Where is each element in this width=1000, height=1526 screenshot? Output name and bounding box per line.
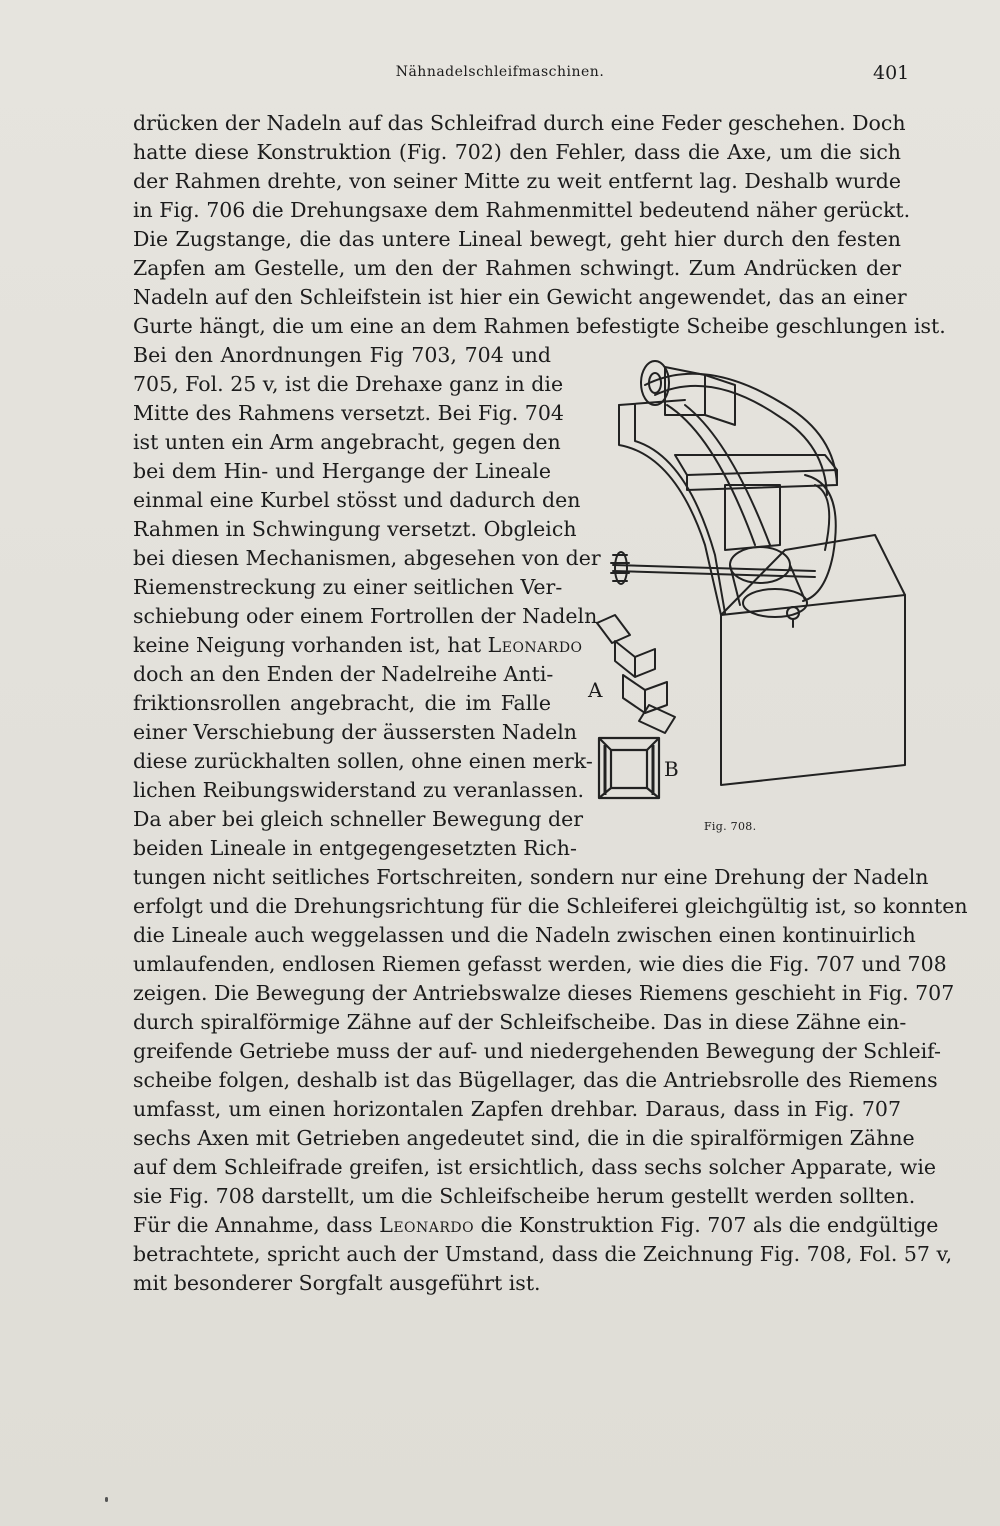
text-line: Gurte hängt, die um eine an dem Rahmen befestigte Scheibe geschlungen ist.	[133, 314, 946, 338]
text-line: betrachtete, spricht auch der Umstand, dass die Zeichnung Fig. 708, Fol. 57 v,	[133, 1242, 953, 1266]
text-line: Riemenstreckung zu einer seitlichen Ver-	[133, 575, 563, 599]
text-line: durch spiralförmige Zähne auf der Schleifscheibe. Das in diese Zähne ein-	[133, 1010, 907, 1034]
text-line: friktionsrollen angebracht, die im Falle	[133, 691, 551, 715]
running-head	[0, 62, 1000, 86]
page-number: 401	[873, 62, 910, 84]
text-line: beiden Lineale in entgegengesetzten Rich-	[133, 836, 577, 860]
text-line: doch an den Enden der Nadelreihe Anti-	[133, 662, 554, 686]
text-line: scheibe folgen, deshalb ist das Bügellager, das die Antriebsrolle des Riemens	[133, 1068, 938, 1092]
text-line: Mitte des Rahmens versetzt. Bei Fig. 704	[133, 401, 564, 425]
text-line: 705, Fol. 25 v, ist die Drehaxe ganz in die	[133, 372, 564, 396]
text-line: in Fig. 706 die Drehungsaxe dem Rahmenmittel bedeutend näher gerückt.	[133, 198, 911, 222]
text-line: Rahmen in Schwingung versetzt. Obgleich	[133, 517, 577, 541]
text-line: einer Verschiebung der äussersten Nadeln	[133, 720, 578, 744]
figure-caption: Fig. 708.	[704, 820, 757, 833]
text-line: Zapfen am Gestelle, um den der Rahmen schwingt. Zum Andrücken der	[133, 256, 901, 280]
text-line: umfasst, um einen horizontalen Zapfen drehbar. Daraus, dass in Fig. 707	[133, 1097, 901, 1121]
text-line: tungen nicht seitliches Fortschreiten, sondern nur eine Drehung der Nadeln	[133, 865, 929, 889]
text-line: Nadeln auf den Schleifstein ist hier ein Gewicht angewendet, das an einer	[133, 285, 907, 309]
text-line: bei diesen Mechanismen, abgesehen von der	[133, 546, 601, 570]
text-line: einmal eine Kurbel stösst und dadurch den	[133, 488, 581, 512]
text-line: erfolgt und die Drehungsrichtung für die Schleiferei gleichgültig ist, so konnten	[133, 894, 968, 918]
text-line: umlaufenden, endlosen Riemen gefasst werden, wie dies die Fig. 707 und 708	[133, 952, 947, 976]
text-line: schiebung oder einem Fortrollen der Nadeln	[133, 604, 598, 628]
figure-label-b: B	[664, 757, 679, 781]
author-name: Leonardo	[487, 633, 583, 657]
text-line: sechs Axen mit Getrieben angedeutet sind, die in die spiralförmigen Zähne	[133, 1126, 915, 1150]
text-line: ist unten ein Arm angebracht, gegen den	[133, 430, 561, 454]
text-line: mit besonderer Sorgfalt ausgeführt ist.	[133, 1271, 541, 1295]
text-line: Da aber bei gleich schneller Bewegung der	[133, 807, 584, 831]
figure-label-a: A	[588, 678, 603, 702]
running-title: Nähnadelschleifmaschinen.	[395, 64, 605, 80]
text-line: keine Neigung vorhanden ist, hat Leonardo	[133, 633, 583, 657]
machine-illustration	[575, 345, 915, 845]
text-line: auf dem Schleifrade greifen, ist ersichtlich, dass sechs solcher Apparate, wie	[133, 1155, 937, 1179]
text-line: zeigen. Die Bewegung der Antriebswalze dieses Riemens geschieht in Fig. 707	[133, 981, 955, 1005]
text-line: Die Zugstange, die das untere Lineal bewegt, geht hier durch den festen	[133, 227, 901, 251]
text-line: Bei den Anordnungen Fig 703, 704 und	[133, 343, 551, 367]
text-line: sie Fig. 708 darstellt, um die Schleifscheibe herum gestellt werden sollten.	[133, 1184, 916, 1208]
text-line: die Lineale auch weggelassen und die Nadeln zwischen einen kontinuirlich	[133, 923, 916, 947]
text-line: Für die Annahme, dass Leonardo die Konstruktion Fig. 707 als die endgültige	[133, 1213, 939, 1237]
text-line: bei dem Hin- und Hergange der Lineale	[133, 459, 551, 483]
text-line: lichen Reibungswiderstand zu veranlassen.	[133, 778, 585, 802]
print-speck	[105, 1497, 108, 1502]
text-line: greifende Getriebe muss der auf- und niedergehenden Bewegung der Schleif-	[133, 1039, 941, 1063]
author-name: Leonardo	[379, 1213, 475, 1237]
text-line: drücken der Nadeln auf das Schleifrad durch eine Feder geschehen. Doch	[133, 111, 906, 135]
text-line: hatte diese Konstruktion (Fig. 702) den Fehler, dass die Axe, um die sich	[133, 140, 901, 164]
text-line: der Rahmen drehte, von seiner Mitte zu weit entfernt lag. Deshalb wurde	[133, 169, 901, 193]
text-line: diese zurückhalten sollen, ohne einen merk-	[133, 749, 593, 773]
